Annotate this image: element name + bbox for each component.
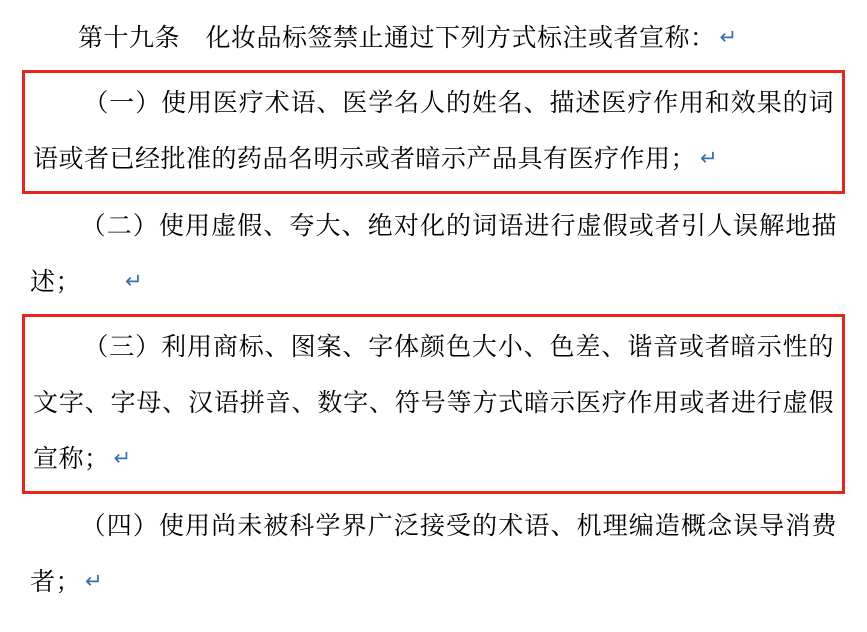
article-heading <box>22 10 845 66</box>
clause-text: 使用医疗术语、医学名人的姓名、描述医疗作用和效果的词语或者已经批准的药品名明示或者暗示产品具有医疗作用； <box>33 89 834 173</box>
clause-item-4 <box>22 498 845 610</box>
clause-text: 使用虚假、夸大、绝对化的词语进行虚假或者引人误解地描述； <box>30 212 837 296</box>
pilcrow-icon: ↵ <box>113 447 132 470</box>
clause-label: （三） <box>83 333 162 361</box>
pilcrow-icon: ↵ <box>700 147 719 170</box>
pilcrow-icon: ↵ <box>719 26 738 49</box>
clause-label: （一） <box>83 89 162 117</box>
clause-item-1 <box>22 70 845 194</box>
clause-label: （四） <box>80 512 159 540</box>
clause-item-3 <box>22 314 845 494</box>
clause-text: 使用尚未被科学界广泛接受的术语、机理编造概念误导消费者； <box>30 512 837 596</box>
clause-text: 利用商标、图案、字体颜色大小、色差、谐音或者暗示性的文字、字母、汉语拼音、数字、符号等方式暗示医疗作用或者进行虚假宣称； <box>33 333 834 473</box>
clause-label: （二） <box>80 212 159 240</box>
article-heading-text: 第十九条 化妆品标签禁止通过下列方式标注或者宣称： <box>78 24 716 52</box>
pilcrow-icon: ↵ <box>85 570 104 593</box>
pilcrow-icon: ↵ <box>125 270 144 293</box>
clause-item-2 <box>22 198 845 310</box>
